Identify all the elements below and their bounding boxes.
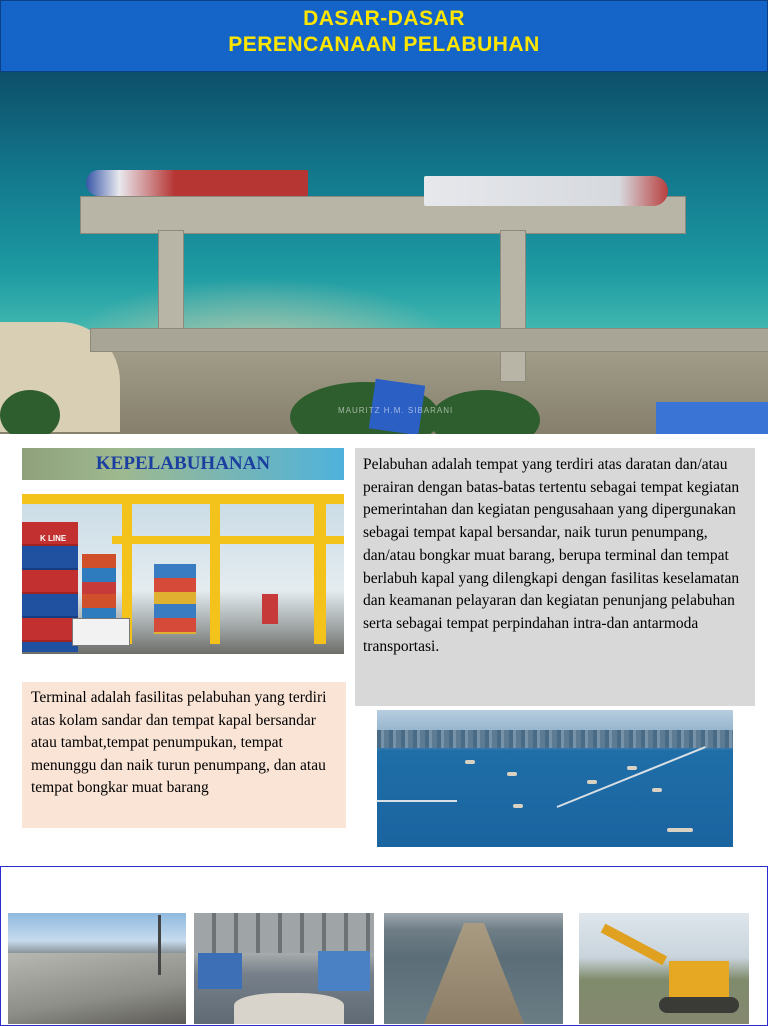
light-pole [158, 915, 161, 975]
ship-left [86, 170, 308, 196]
damaged-pier-photo [8, 913, 186, 1024]
pier-leg-right [500, 230, 526, 382]
building-roof [656, 402, 768, 434]
damaged-ground [234, 993, 344, 1024]
blue-tent [318, 951, 370, 991]
breakwater [377, 800, 457, 802]
kepelabuhanan-heading: KEPELABUHANAN [95, 453, 271, 474]
crane-beam [22, 494, 344, 504]
boat [507, 772, 517, 776]
truck [72, 618, 130, 646]
crane-beam [112, 536, 344, 544]
excavator-arm [601, 924, 668, 966]
boat [652, 788, 662, 792]
city-skyline [377, 730, 733, 748]
building [194, 913, 374, 953]
container-crane-photo [22, 494, 344, 654]
terminal-definition-text: Terminal adalah fasilitas pelabuhan yang terdiri atas kolam sandar dan tempat kapal bersandar atau tambat,tempat penumpukan, tempat menunggu dan naik turun penumpang, dan atau tempat bongkar muat barang [31, 689, 327, 796]
boat [667, 828, 693, 832]
excavator-tracks [659, 997, 739, 1013]
container-stack [154, 564, 196, 634]
slide-title-line-2: PERENCANAAN PELABUHAN [228, 33, 540, 56]
blue-tent [198, 953, 242, 989]
slide-title-line-1: DASAR-DASAR [303, 7, 465, 30]
photo-watermark: MAURITZ H.M. SIBARANI [338, 406, 454, 415]
wooden-jetty-photo [384, 913, 563, 1024]
breakwater [557, 746, 706, 808]
boat [513, 804, 523, 808]
container-label: K LINE [40, 534, 67, 543]
pelabuhan-definition-text: Pelabuhan adalah tempat yang terdiri atas daratan dan/atau perairan dengan batas-batas tertentu sebagai tempat kegiatan pemerintahan dan kegiatan pengusahaan yang dipergunakan sebagai tempat kapal bersandar, naik turun penumpang, dan/atau bongkar muat barang, berupa terminal dan tempat berlabuh kapal yang dilengkapi dengan fasilitas keselamatan dan keamanan pelayaran dan kegiatan penunjang pelabuhan serta sebagai tempat perpindahan intra-dan antarmoda transportasi. [363, 456, 740, 655]
container-stack [262, 594, 278, 624]
kepelabuhanan-heading-box [22, 448, 344, 480]
slide-header [0, 0, 768, 72]
ship-right [424, 176, 668, 206]
seawall [90, 328, 768, 352]
pelabuhan-definition-box [355, 448, 755, 706]
port-building-photo [194, 913, 374, 1024]
boat [465, 760, 475, 764]
crane-leg [210, 494, 220, 644]
excavator-photo [579, 913, 749, 1024]
aerial-port-photo [0, 72, 768, 434]
crane-leg [314, 494, 326, 644]
harbor-photo [377, 710, 733, 847]
jetty [424, 923, 524, 1024]
terminal-definition-box [22, 682, 346, 828]
excavator-body [669, 961, 729, 997]
boat [587, 780, 597, 784]
boat [627, 766, 637, 770]
tree-cluster [0, 390, 60, 434]
